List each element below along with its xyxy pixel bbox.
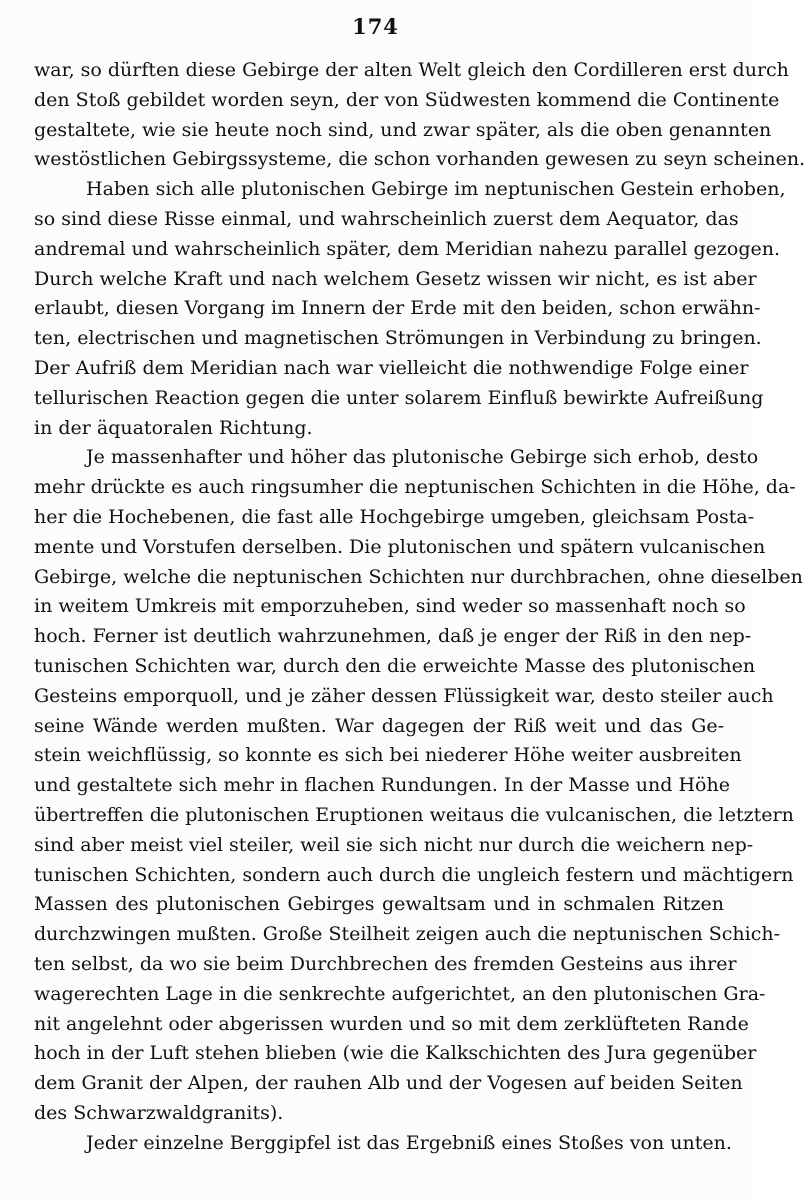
text-line: den Stoß gebildet worden seyn, der von Südwesten kommend die Continente bbox=[34, 88, 780, 111]
text-line: in weitem Umkreis mit emporzuheben, sind weder so massenhaft noch so bbox=[34, 595, 746, 618]
text-line: Haben sich alle plutonischen Gebirge im neptunischen Gestein erhoben, bbox=[86, 178, 786, 201]
text-line: Massen des plutonischen Gebirges gewaltsam und in schmalen Ritzen bbox=[34, 893, 724, 916]
text-line: seine Wände werden mußten. War dagegen der Riß weit und das Ge- bbox=[34, 714, 724, 737]
paragraph bbox=[34, 56, 805, 175]
text-line: Gebirge, welche die neptunischen Schichten nur durchbrachen, ohne dieselben bbox=[34, 565, 803, 588]
text-line: mehr drückte es auch ringsumher die neptunischen Schichten in die Höhe, da- bbox=[34, 476, 796, 499]
text-line: in der äquatoralen Richtung. bbox=[34, 416, 313, 439]
text-line: her die Hochebenen, die fast alle Hochgebirge umgeben, gleichsam Posta- bbox=[34, 505, 755, 528]
paragraph bbox=[34, 443, 803, 1128]
text-line: hoch in der Luft stehen blieben (wie die Kalkschichten des Jura gegenüber bbox=[34, 1042, 757, 1065]
text-line: andremal und wahrscheinlich später, dem Meridian nahezu parallel gezogen. bbox=[34, 237, 781, 260]
text-line: tunischen Schichten war, durch den die erweichte Masse des plutonischen bbox=[34, 654, 756, 677]
text-line: Der Aufriß dem Meridian nach war vielleicht die nothwendige Folge einer bbox=[34, 356, 749, 379]
text-line: dem Granit der Alpen, der rauhen Alb und der Vogesen auf beiden Seiten bbox=[34, 1072, 743, 1095]
text-line: ten selbst, da wo sie beim Durchbrechen des fremden Gesteins aus ihrer bbox=[34, 952, 737, 975]
text-line: und gestaltete sich mehr in flachen Rundungen. In der Masse und Höhe bbox=[34, 774, 730, 797]
text-line: tellurischen Reaction gegen die unter solarem Einfluß bewirkte Aufreißung bbox=[34, 386, 764, 409]
text-line: westöstlichen Gebirgssysteme, die schon vorhanden gewesen zu seyn scheinen. bbox=[34, 148, 805, 171]
text-line: mente und Vorstufen derselben. Die plutonischen und spätern vulcanischen bbox=[34, 535, 766, 558]
text-line: stein weichflüssig, so konnte es sich bei niederer Höhe weiter ausbreiten bbox=[34, 744, 742, 767]
text-line: sind aber meist viel steiler, weil sie sich nicht nur durch die weichern nep- bbox=[34, 833, 754, 856]
text-line: Jeder einzelne Berggipfel ist das Ergebniß eines Stoßes von unten. bbox=[86, 1131, 732, 1154]
paragraph bbox=[34, 1129, 732, 1159]
text-line: Gesteins emporquoll, und je zäher dessen Flüssigkeit war, desto steiler auch bbox=[34, 684, 774, 707]
text-line: übertreffen die plutonischen Eruptionen weitaus die vulcanischen, die letztern bbox=[34, 803, 794, 826]
page-number: 174 bbox=[352, 14, 399, 39]
text-line: Je massenhafter und höher das plutonische Gebirge sich erhob, desto bbox=[86, 446, 759, 469]
text-line: ten, electrischen und magnetischen Strömungen in Verbindung zu bringen. bbox=[34, 327, 762, 350]
text-line: hoch. Ferner ist deutlich wahrzunehmen, daß je enger der Riß in den nep- bbox=[34, 625, 752, 648]
text-line: nit angelehnt oder abgerissen wurden und so mit dem zerklüfteten Rande bbox=[34, 1012, 749, 1035]
paragraph bbox=[34, 175, 786, 443]
text-line: war, so dürften diese Gebirge der alten Welt gleich den Cordilleren erst durch bbox=[34, 59, 789, 81]
body-text bbox=[34, 56, 805, 1158]
text-line: erlaubt, diesen Vorgang im Innern der Erde mit den beiden, schon erwähn- bbox=[34, 297, 761, 320]
text-line: gestaltete, wie sie heute noch sind, und zwar später, als die oben genannten bbox=[34, 118, 772, 141]
text-line: des Schwarzwaldgranits). bbox=[34, 1101, 284, 1124]
text-line: tunischen Schichten, sondern auch durch die ungleich festern und mächtigern bbox=[34, 863, 794, 886]
text-line: so sind diese Risse einmal, und wahrscheinlich zuerst dem Aequator, das bbox=[34, 207, 739, 230]
text-line: wagerechten Lage in die senkrechte aufgerichtet, an den plutonischen Gra- bbox=[34, 982, 766, 1005]
text-line: Durch welche Kraft und nach welchem Gesetz wissen wir nicht, es ist aber bbox=[34, 267, 757, 290]
text-line: durchzwingen mußten. Große Steilheit zeigen auch die neptunischen Schich- bbox=[34, 923, 780, 946]
